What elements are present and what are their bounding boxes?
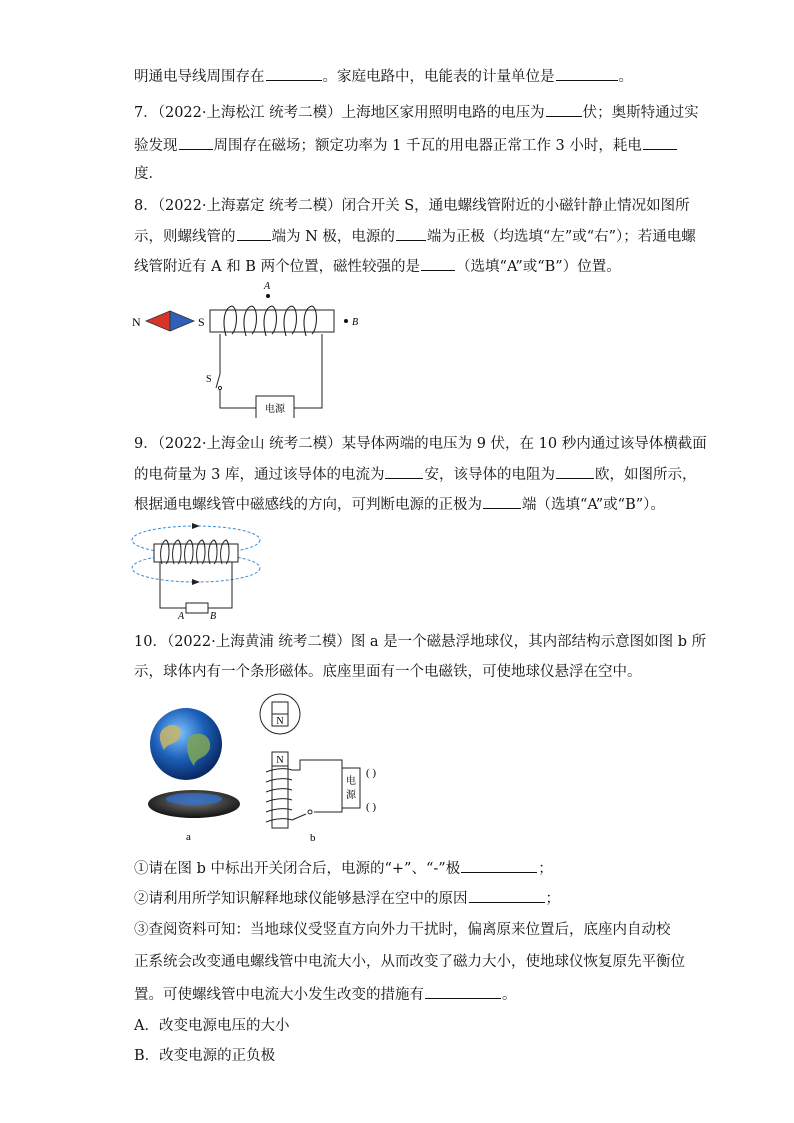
text: 欧，如图所示，: [594, 467, 697, 483]
text: 。: [502, 987, 517, 1003]
label-a: A: [178, 611, 185, 622]
arrow-icon: [192, 523, 200, 529]
answer-blank: [385, 464, 423, 479]
answer-blank: [469, 888, 545, 903]
answer-blank: [179, 135, 213, 150]
globe: [150, 708, 222, 780]
text: 。家庭电路中，电能表的计量单位是: [322, 69, 555, 85]
solenoid-core: [154, 544, 238, 562]
question-9-line-1: [134, 434, 707, 454]
text: （选填“A”或“B”）位置。: [456, 259, 621, 275]
label-b: B: [352, 317, 359, 328]
answer-blank: [461, 858, 537, 873]
label-switch: S: [206, 374, 212, 385]
text: ；: [538, 861, 553, 877]
point-b: [344, 319, 348, 323]
arrow-icon: [192, 579, 200, 585]
question-7-line-1: [134, 102, 699, 123]
text: 正系统会改变通电螺线管中电流大小，从而改变了磁力大小，使地球仪恢复原先平衡位: [134, 954, 685, 970]
text: 的电荷量为 3 库，通过该导体的电流为: [134, 467, 385, 483]
text: 度．: [134, 166, 163, 182]
label-n-core: N: [276, 755, 284, 766]
answer-blank: [396, 226, 426, 241]
power-supply: [342, 768, 360, 808]
subquestion-1: [134, 858, 553, 879]
subquestion-3-line-3: [134, 984, 517, 1005]
text: ③查阅资料可知：当地球仪受竖直方向外力干扰时，偏离原来位置后，底座内自动校: [134, 922, 671, 938]
answer-blank: [421, 256, 455, 271]
text: 9．（2022·上海金山 统考二模）某导体两端的电压为 9 伏，在 10 秒内通过该导体横截面: [134, 436, 707, 452]
text: B．改变电源的正负极: [134, 1048, 276, 1064]
label-b: B: [210, 611, 217, 622]
answer-blank: [556, 66, 618, 81]
text: 7．（2022·上海松江 统考二模）上海地区家用照明电路的电压为: [134, 105, 545, 121]
label-power: 电源: [265, 404, 285, 415]
label-power-1: 电: [346, 776, 356, 787]
question-8-line-2: [134, 226, 696, 247]
text: 周围存在磁场；额定功率为 1 千瓦的用电器正常工作 3 小时，耗电: [213, 138, 642, 154]
text: 8．（2022·上海嘉定 统考二模）闭合开关 S，通电螺线管附近的小磁针静止情况如图所: [134, 198, 690, 214]
question-9-line-3: [134, 494, 665, 515]
question-7-line-3: [134, 164, 163, 184]
figure-a-levitating-globe: [140, 706, 250, 846]
text: 端为 N 极，电源的: [271, 229, 395, 245]
text: 10．（2022·上海黄浦 统考二模）图 a 是一个磁悬浮地球仪，其内部结构示意图如图 b 所: [134, 634, 707, 650]
circuit-wires: [292, 760, 342, 820]
text: 安，该导体的电阻为: [424, 467, 555, 483]
pole-blank-bottom: ( ): [366, 801, 377, 813]
option-b: [134, 1046, 275, 1066]
text-line: [134, 66, 633, 87]
text: 根据通电螺线管中磁感线的方向，可判断电源的正极为: [134, 497, 482, 513]
label-a: A: [264, 281, 271, 292]
text: 端为正极（均选填“左”或“右”）；若通电螺: [426, 229, 696, 245]
text: 伏；奥斯特通过实: [582, 105, 699, 121]
question-8-line-1: [134, 196, 690, 216]
text: 线管附近有 A 和 B 两个位置，磁性较强的是: [134, 259, 421, 275]
question-8-line-3: [134, 256, 621, 277]
text: 明通电导线周围存在: [134, 69, 265, 85]
subquestion-3-line-1: [134, 920, 671, 940]
text: 示，球体内有一个条形磁体。底座里面有一个电磁铁，可使地球仪悬浮在空中。: [134, 664, 642, 680]
caption-a: a: [186, 831, 191, 843]
compass-needle-red: [146, 311, 170, 331]
answer-blank: [643, 135, 677, 150]
label-n: N: [132, 315, 141, 329]
text: ①请在图 b 中标出开关闭合后，电源的“+”、“-”极: [134, 861, 461, 877]
label-s: S: [198, 315, 205, 329]
text: 置。可使螺线管中电流大小发生改变的措施有: [134, 987, 424, 1003]
subquestion-3-line-2: [134, 952, 685, 972]
question-10-line-1: [134, 632, 706, 652]
option-a: [134, 1016, 289, 1036]
question-10-line-2: [134, 662, 642, 682]
answer-blank: [556, 464, 594, 479]
text: 。: [618, 69, 633, 85]
label-power-2: 源: [346, 790, 356, 801]
answer-blank: [546, 102, 582, 117]
figure-b-structure-diagram: [252, 690, 402, 846]
text: ；: [545, 891, 560, 907]
switch-contact: [218, 386, 221, 389]
answer-blank: [266, 66, 322, 81]
label-n-magnet: N: [276, 716, 284, 727]
text: 端（选填“A”或“B”）。: [522, 497, 665, 513]
figure-q9-solenoid-field: [128, 518, 268, 622]
point-a: [266, 294, 270, 298]
pole-blank-top: ( ): [366, 767, 377, 779]
text: 验发现: [134, 138, 178, 154]
answer-blank: [425, 984, 501, 999]
compass-needle-blue: [170, 311, 194, 331]
answer-blank: [483, 494, 521, 509]
text: 示，则螺线管的: [134, 229, 236, 245]
answer-blank: [237, 226, 271, 241]
switch-contact: [308, 810, 312, 814]
text: A．改变电源电压的大小: [134, 1018, 290, 1034]
caption-b: b: [310, 832, 316, 844]
power-supply: [186, 603, 208, 613]
question-9-line-2: [134, 464, 696, 485]
circuit-wires: [160, 562, 232, 608]
figure-q8-solenoid-circuit: [128, 278, 368, 418]
subquestion-2: [134, 888, 560, 909]
text: ②请利用所学知识解释地球仪能够悬浮在空中的原因: [134, 891, 468, 907]
base-light: [166, 793, 222, 805]
question-7-line-2: [134, 135, 678, 156]
